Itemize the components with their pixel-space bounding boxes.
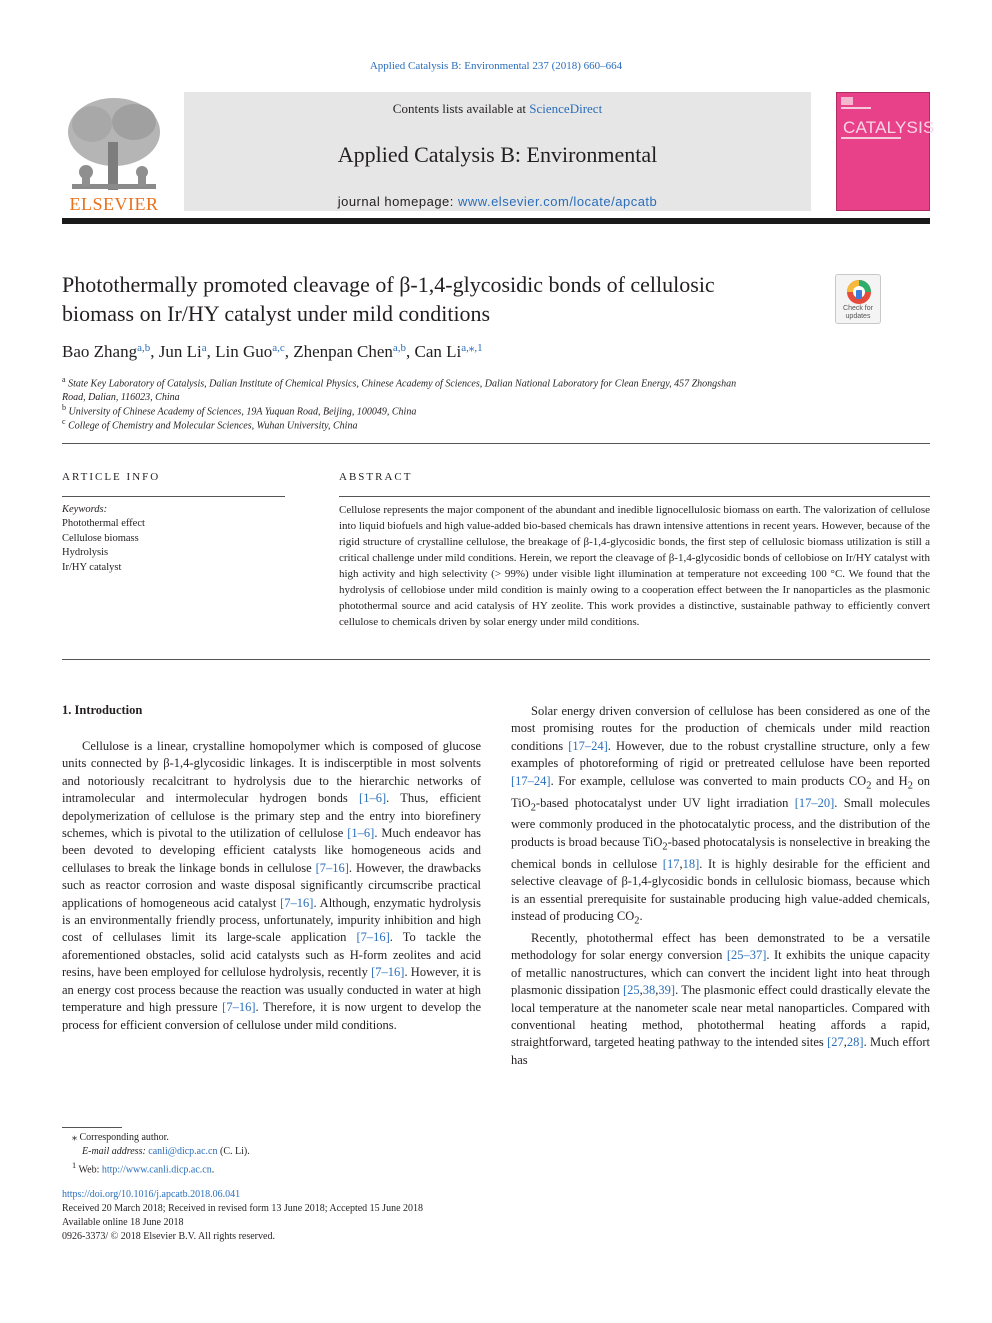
affiliation-b: $^b$ University of Chinese Academy of Sciences, 19A Yuquan Road, Beijing, 100049, China (62, 403, 417, 418)
email-note: E-mail address: canli@dicp.ac.cn (C. Li). (82, 1146, 250, 1157)
journal-cover-image[interactable] (836, 92, 935, 211)
citation-link[interactable]: 38 (642, 983, 656, 998)
homepage-link[interactable]: www.elsevier.com/locate/apcatb (458, 194, 658, 209)
cover-title: CATALYSIS (843, 118, 935, 137)
affiliation-c: $^c$ College of Chemistry and Molecular Sciences, Wuhan University, China (62, 417, 358, 432)
citation-link[interactable]: [17–24] (511, 773, 551, 788)
author-2[interactable]: Jun Li$^a$, (158, 342, 216, 361)
author-4-affil[interactable]: a,b (392, 342, 406, 354)
citation-link[interactable]: [7–16] (222, 1000, 256, 1015)
citation-link[interactable]: [25 (622, 983, 640, 998)
intro-right-column (511, 703, 930, 1069)
intro-paragraph-3: Recently, photothermal effect has been demonstrated to be a versatile methodology for solar energy conversion [25–37]. It exhibits the unique capacity of metallic nanostructures, which can convert the incident light into heat through plasmonic dissipation [25,38,39]. The plasmonic effect could drastically elevate the local temperature at the nanometer scale near metal nanoparticles. Compared with conventional heating method, photothermal heating affords a rapid, straightforward, targeted heating pathway to the intended sites [27,28]. Much effort has (511, 930, 931, 1067)
title-line-1: Photothermally promoted cleavage of β-1,4-glycosidic bonds of cellulosic (62, 272, 715, 297)
citation-link[interactable]: [17–24] (568, 738, 608, 753)
citation-link[interactable]: [1–6] (347, 826, 375, 841)
author-2-affil[interactable]: a (201, 342, 207, 354)
citation-link[interactable]: [7–16] (371, 965, 405, 980)
abstract-heading: ABSTRACT (339, 471, 413, 483)
affiliation-a: $^a$ State Key Laboratory of Catalysis, Dalian Institute of Chemical Physics, Chinese Academy of Sciences, Dalian National Laboratory for Clean Energy, 457 Zhongshan Road, Dalian, 116023, China (62, 375, 737, 404)
author-5-affil[interactable]: a,⁎,1 (461, 342, 483, 354)
author-3-affil[interactable]: a,c (272, 342, 285, 354)
check-updates-icon (836, 275, 882, 309)
received-dates: Received 20 March 2018; Received in revised form 13 June 2018; Accepted 15 June 2018 (62, 1203, 424, 1214)
citation-link[interactable]: [1–6] (359, 791, 387, 806)
article-info-heading: ARTICLE INFO (62, 471, 161, 483)
web-note: $^1$ Web: http://www.canli.dicp.ac.cn. (72, 1161, 215, 1176)
keywords-label: Keywords: (62, 504, 108, 515)
citation-link[interactable]: 39] (658, 983, 676, 998)
contents-line (184, 101, 811, 117)
intro-paragraph-2: Solar energy driven conversion of cellulose has been considered as one of the most promising routes for the production of chemicals under mild reaction conditions [17–24]. However, due to the robust crystalline structure, only a few examples of photoreforming of rigid or pretreated cellulose have been reported [17–24]. For example, cellulose was converted to main products $CO_2$ and $H_2$ on TiO$_2$-based photocatalyst under UV light irradiation [17–20]. Small molecules were commonly produced in the photocatalytic process, and the distribution of the products is broad because TiO$_2$-based photocatalysis is nonselective in breaking the chemical bonds in cellulose [17,18]. It is highly desirable for the efficient and selective cleavage of β-1,4-glycosidic bonds in cellulosic biomass, because which is an essential prerequisite for sustainable producing high value-added chemicals, instead of producing $CO_2$. (511, 704, 931, 927)
keyword: Cellulose biomass (62, 533, 139, 544)
sciencedirect-link[interactable]: ScienceDirect (529, 101, 603, 116)
corresponding-author-note: ⁎ Corresponding author. (72, 1132, 169, 1143)
abstract-text: Cellulose represents the major component of the abundant and inedible lignocellulosic biomass on earth. The valorization of cellulose into liquid biofuels and high value-added bio-based chemicals has drawn intensive attentions in recent years. However, because of the rigid structure of crystalline cellulose, the breakage of β-1,4-glycosidic bonds, the first step of cellulosic biomass utilization is still a critical challenge under mild conditions. Herein, we report the cleavage of β-1,4-glycosidic bonds of cellobiose on Ir/HY catalyst with high activity and high selectivity (> 99%) under visible light illumination at temperature not exceeding 100 °C. We found that the hydrolysis of cellobiose under mild condition is mainly owing to a cooperation effect between the Ir nanoparticles as the plasmonic photothermal source and acid catalysis of HY zeolite. This work provides a distinctive, sustainable pathway to efficiently convert cellulose to chemicals driven by solar energy under mild conditions. (339, 504, 930, 628)
author-4[interactable]: Zhenpan Chen$^{a,b}$, (293, 342, 415, 361)
citation-link[interactable]: [17 (662, 856, 680, 871)
elsevier-wordmark[interactable]: ELSEVIER (69, 194, 159, 214)
citation-link[interactable]: [7–16] (356, 930, 390, 945)
affiliation-divider (62, 443, 930, 444)
article-title (62, 270, 822, 328)
journal-title: Applied Catalysis B: Environmental (337, 142, 658, 167)
check-updates-label: Check for updates (843, 305, 873, 320)
header-rule (62, 218, 930, 224)
doi-link: https://doi.org/10.1016/j.apcatb.2018.06.041 (62, 1189, 241, 1200)
copyright: 0926-3373/ © 2018 Elsevier B.V. All rights reserved. (62, 1231, 275, 1242)
author-1-affil[interactable]: a,b (137, 342, 151, 354)
citation-link[interactable]: [7–16] (280, 895, 314, 910)
citation-link[interactable]: [27 (827, 1035, 844, 1050)
journal-homepage (184, 194, 811, 209)
keyword: Hydrolysis (62, 547, 109, 558)
footnote-rule (62, 1127, 122, 1128)
citation-link[interactable]: 18] (682, 856, 700, 871)
citation-link[interactable]: 28] (846, 1035, 864, 1050)
keyword: Ir/HY catalyst (62, 562, 122, 573)
keyword: Photothermal effect (62, 518, 145, 529)
available-online: Available online 18 June 2018 (62, 1217, 184, 1228)
author-5[interactable]: Can $Li^{a,⁎,1}$ (414, 342, 483, 361)
section-heading-introduction: 1. Introduction (62, 703, 143, 717)
homepage-prefix: journal homepage: (337, 194, 459, 209)
web-link[interactable]: http://www.canli.dicp.ac.cn (101, 1164, 212, 1176)
citation-link[interactable]: [17–20] (794, 795, 835, 810)
article-info-rule (62, 496, 285, 497)
journal-reference[interactable]: Applied Catalysis B: Environmental 237 (2018) 660–664 (369, 60, 623, 72)
citation-link[interactable]: [7–16] (315, 860, 349, 875)
abstract-divider (62, 659, 930, 660)
contents-prefix: Contents lists available at (392, 101, 530, 116)
email-link[interactable]: canli@dicp.ac.cn (148, 1146, 218, 1157)
title-line-2: biomass on Ir/HY catalyst under mild conditions (62, 301, 491, 326)
abstract-rule (339, 496, 930, 497)
cover-art-icon (837, 93, 935, 211)
citation-link[interactable]: [25–37] (726, 948, 767, 963)
intro-paragraph-1: Cellulose is a linear, crystalline homopolymer which is composed of glucose units connected by β-1,4-glycosidic linkages. It is indiscerptible in most solvents and notoriously recalcitrant to hydrolysis due to the hierarchic networks of intramolecular and intermolecular hydrogen bonds [1–6]. Thus, efficient depolymerization of cellulose is the primary step and the entry into biorefinery schemes, which is pivotal to the utilization of cellulose [1–6]. Much endeavor has been devoted to developing efficient catalysts like homogeneous acids and cellulases to break the linkage bonds in cellulose [7–16]. However, the drawbacks such as reactor corrosion and waste disposal significantly circumscribe practical applications of homogeneous acid catalyst [7–16]. Although, enzymatic hydrolysis is an environmentally friendly process, unfortunately, impurity inhibition and high cost of cellulases limit its large-scale application [7–16]. To tackle the aforementioned obstacles, solid acid catalysts such as H-form zeolites and acid resins, have been employed for cellulose hydrolysis, recently [7–16]. However, it is an energy cost process because the reaction was usually conducted in water at high temperature and high pressure [7–16]. Therefore, it is now urgent to develop the process for efficient conversion of cellulose under mild conditions. (62, 739, 482, 1032)
author-3[interactable]: Lin Guo$^{a,c}$, (215, 342, 294, 361)
author-1[interactable]: Bao Zhang$^{a,b}$, (62, 342, 159, 361)
author-list (62, 341, 762, 362)
